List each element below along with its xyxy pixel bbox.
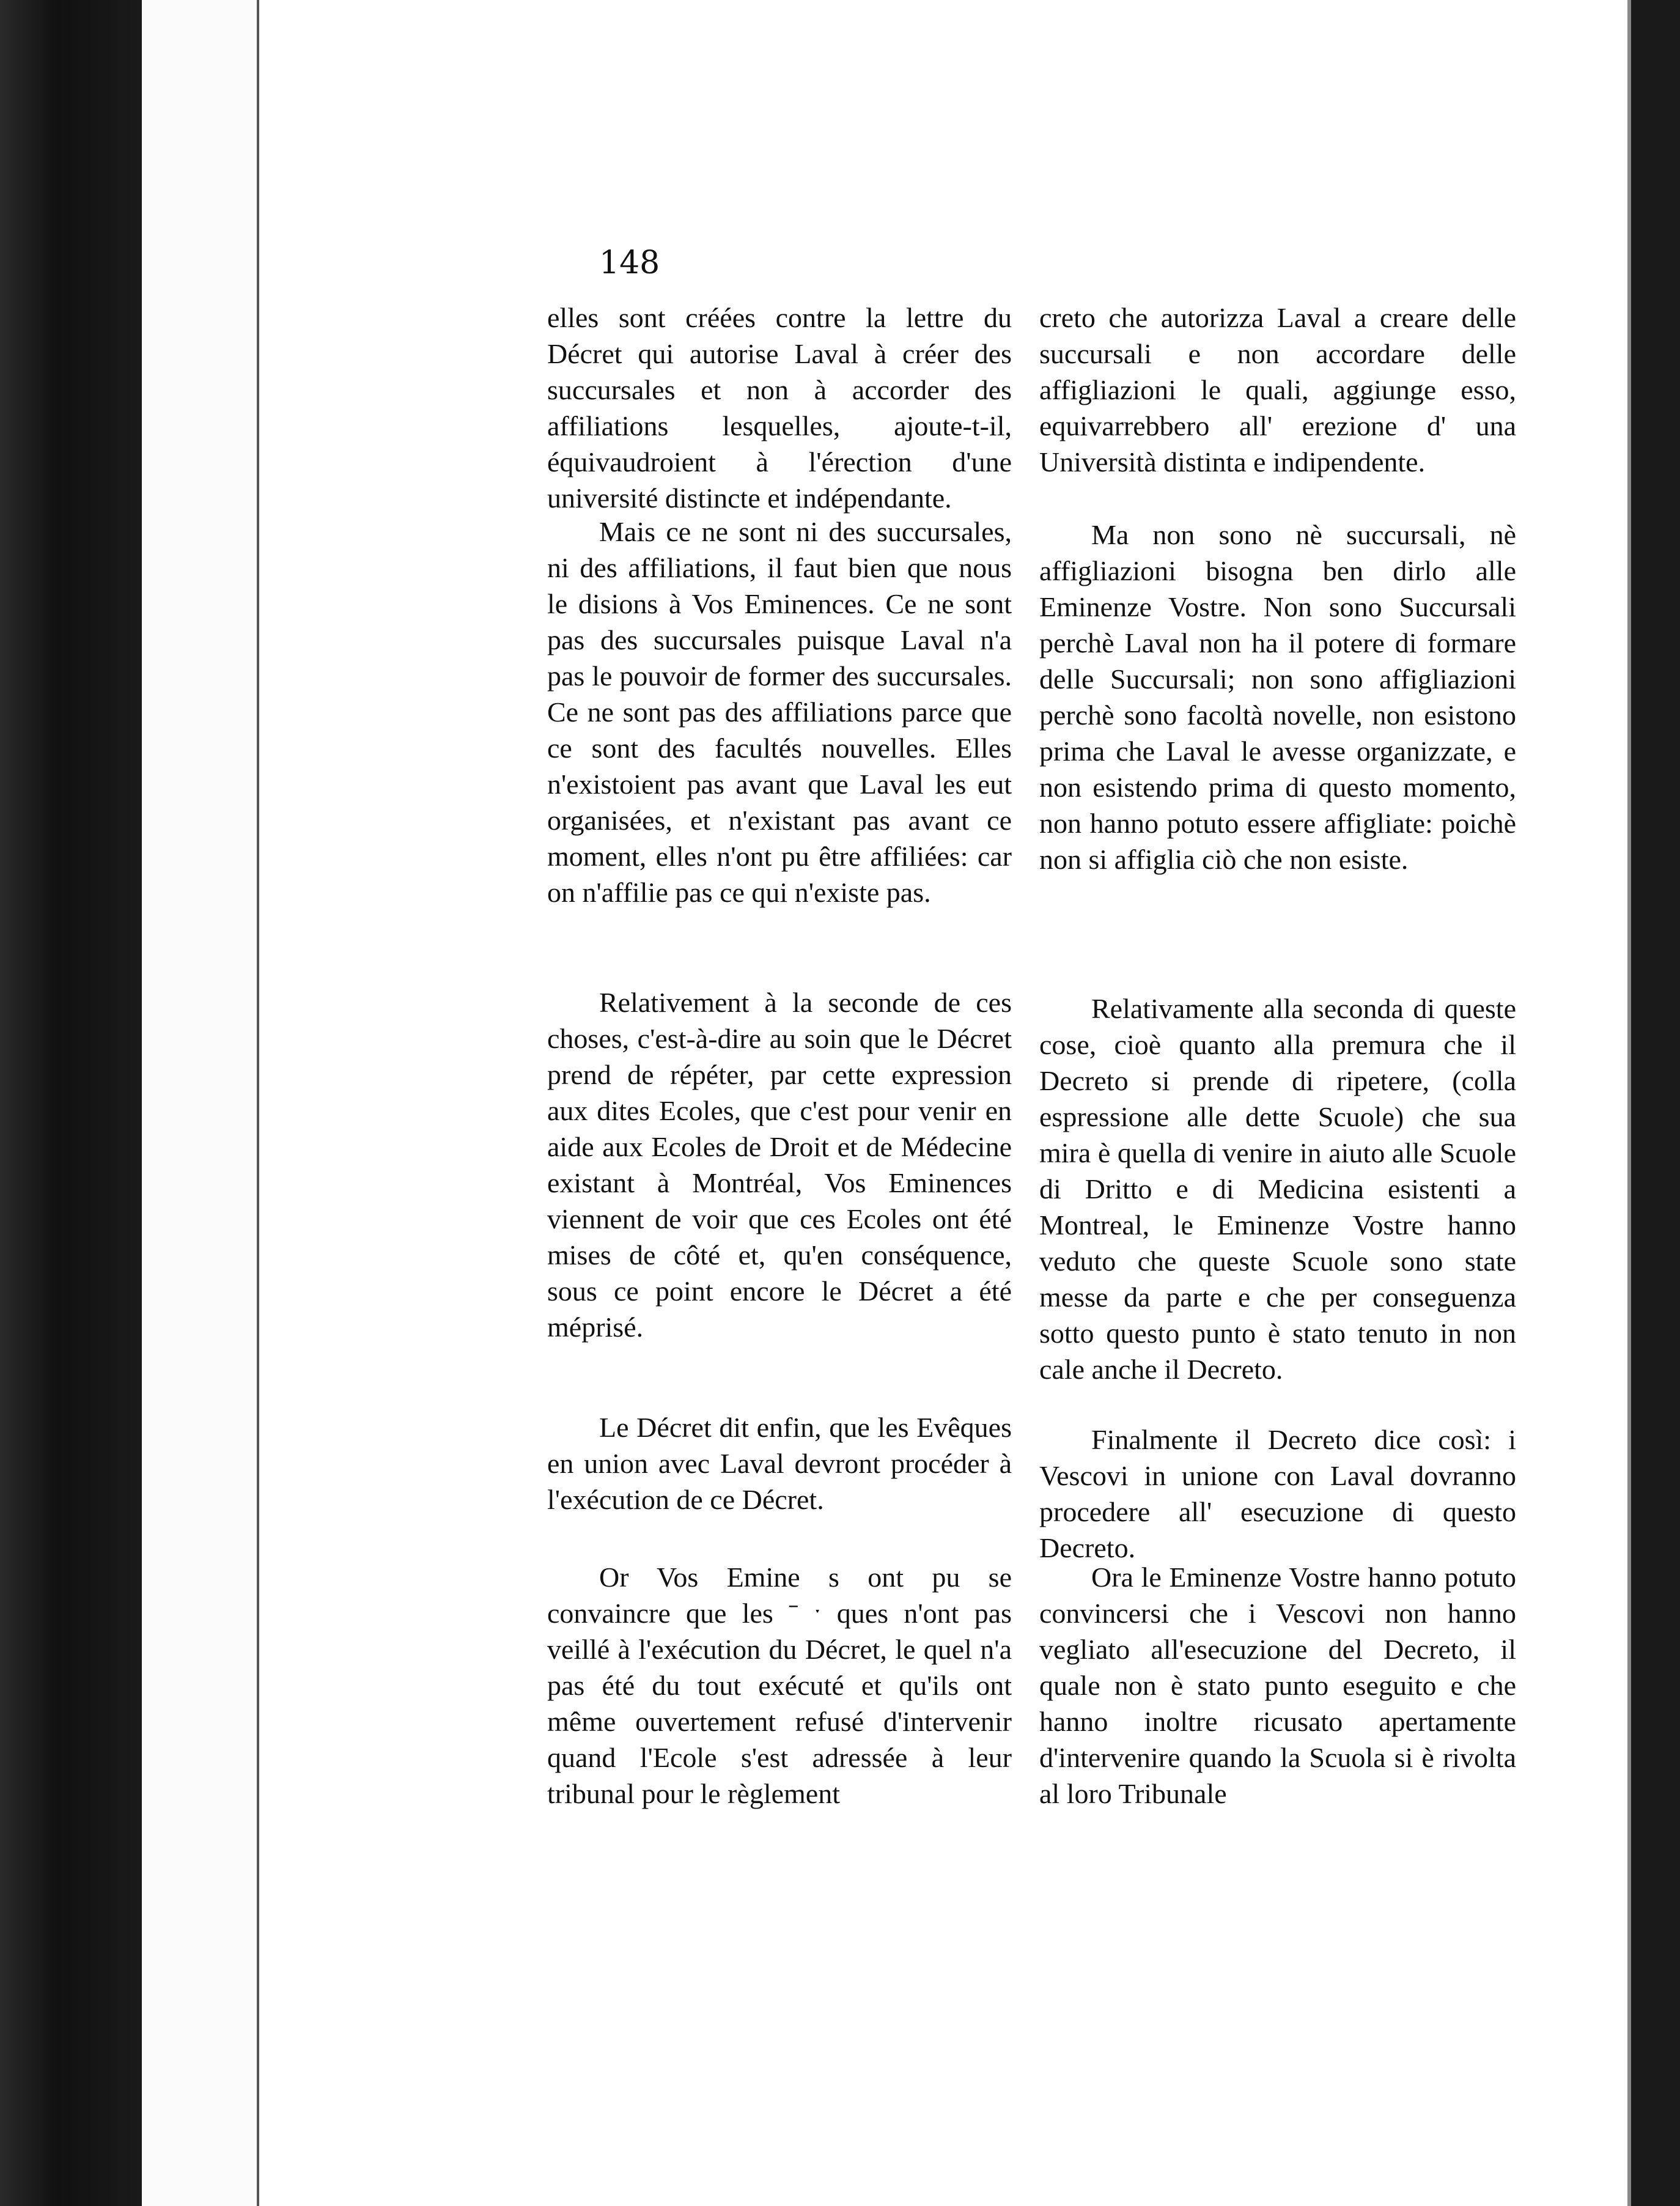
italian-paragraph-3: Relativamente alla seconda di queste cose, cioè quanto alla premura che il Decreto si prende di ripetere, (colla espressione alle dette Scuole) che sua mira è quella di venire in aiuto alle Scuole di Dritto e di Medicina esistenti a Montreal, le Eminenze Vostre hanno veduto che queste Scuole sono state messe da parte e che per conseguenza sotto questo punto è stato tenuto in non cale anche il Decreto. bbox=[1039, 993, 1516, 1385]
italian-paragraph-4: Finalmente il Decreto dice così: i Vescovi in unione con Laval dovranno procedere all' esecuzione di questo Decreto. bbox=[1039, 1424, 1516, 1563]
italian-paragraph-2: Ma non sono nè succursali, nè affigliazioni bisogna ben dirlo alle Eminenze Vostre. Non sono Succursali perchè Laval non ha il potere di formare delle Succursali; non sono affigliazioni perchè sono facoltà novelle, non esistono prima che Laval le avesse organizzate, e non esistendo prima di questo momento, non hanno potuto essere affigliate: poichè non si affiglia ciò che non esiste. bbox=[1039, 519, 1516, 875]
french-paragraph-3: Relativement à la seconde de ces choses, c'est-à-dire au soin que le Décret prend de répéter, par cette expression aux dites Ecoles, que c'est pour venir en aide aux Ecoles de Droit et de Médecine existant à Montréal, Vos Eminences viennent de voir que ces Ecoles ont été mises de côté et, qu'en conséquence, sous ce point encore le Décret a été méprisé. bbox=[547, 987, 1012, 1343]
page-gutter bbox=[142, 0, 258, 2206]
french-paragraph-1: elles sont créées contre la lettre du Décret qui autorise Laval à créer des succursales et non à accorder des affiliations lesquelles, ajoute-t-il, équivaudroient à l'érection d'une université distincte et indépendante. bbox=[547, 302, 1012, 514]
french-paragraph-5: Or Vos Emine s ont pu se convaincre que les ˉ ˑ ques n'ont pas veillé à l'exécution du Décret, le quel n'a pas été du tout exécuté et qu'ils ont même ouvertement refusé d'intervenir quand l'Ecole s'est adressée à leur tribunal pour le règlement bbox=[547, 1562, 1012, 1809]
italian-paragraph-5: Ora le Eminenze Vostre hanno potuto convincersi che i Vescovi non hanno vegliato all'esecuzione del Decreto, il quale non è stato punto eseguito e che hanno inoltre ricusato apertamente d'intervenire quando la Scuola si è rivolta al loro Tribunale bbox=[1039, 1562, 1516, 1809]
french-paragraph-4: Le Décret dit enfin, que les Evêques en union avec Laval devront procéder à l'exécution de ce Décret. bbox=[547, 1412, 1012, 1515]
italian-paragraph-1: creto che autorizza Laval a creare delle succursali e non accordare delle affigliazioni le quali, aggiunge esso, equivarrebbero all' erezione d' una Università distinta e indipendente. bbox=[1039, 302, 1516, 478]
page-right-edge bbox=[1631, 0, 1680, 2206]
gutter-fold-line bbox=[257, 0, 259, 2206]
book-binding-edge bbox=[0, 0, 142, 2206]
french-paragraph-2: Mais ce ne sont ni des succursales, ni des affiliations, il faut bien que nous le disions à Vos Eminences. Ce ne sont pas des succursales puisque Laval n'a pas le pouvoir de former des succursales. Ce ne sont pas des affiliations parce que ce sont des facultés nouvelles. Elles n'existoient pas avant que Laval les eut organisées, et n'existant pas avant ce moment, elles n'ont pu être affiliées: car on n'affilie pas ce qui n'existe pas. bbox=[547, 516, 1012, 908]
page-number: 148 bbox=[599, 245, 660, 281]
